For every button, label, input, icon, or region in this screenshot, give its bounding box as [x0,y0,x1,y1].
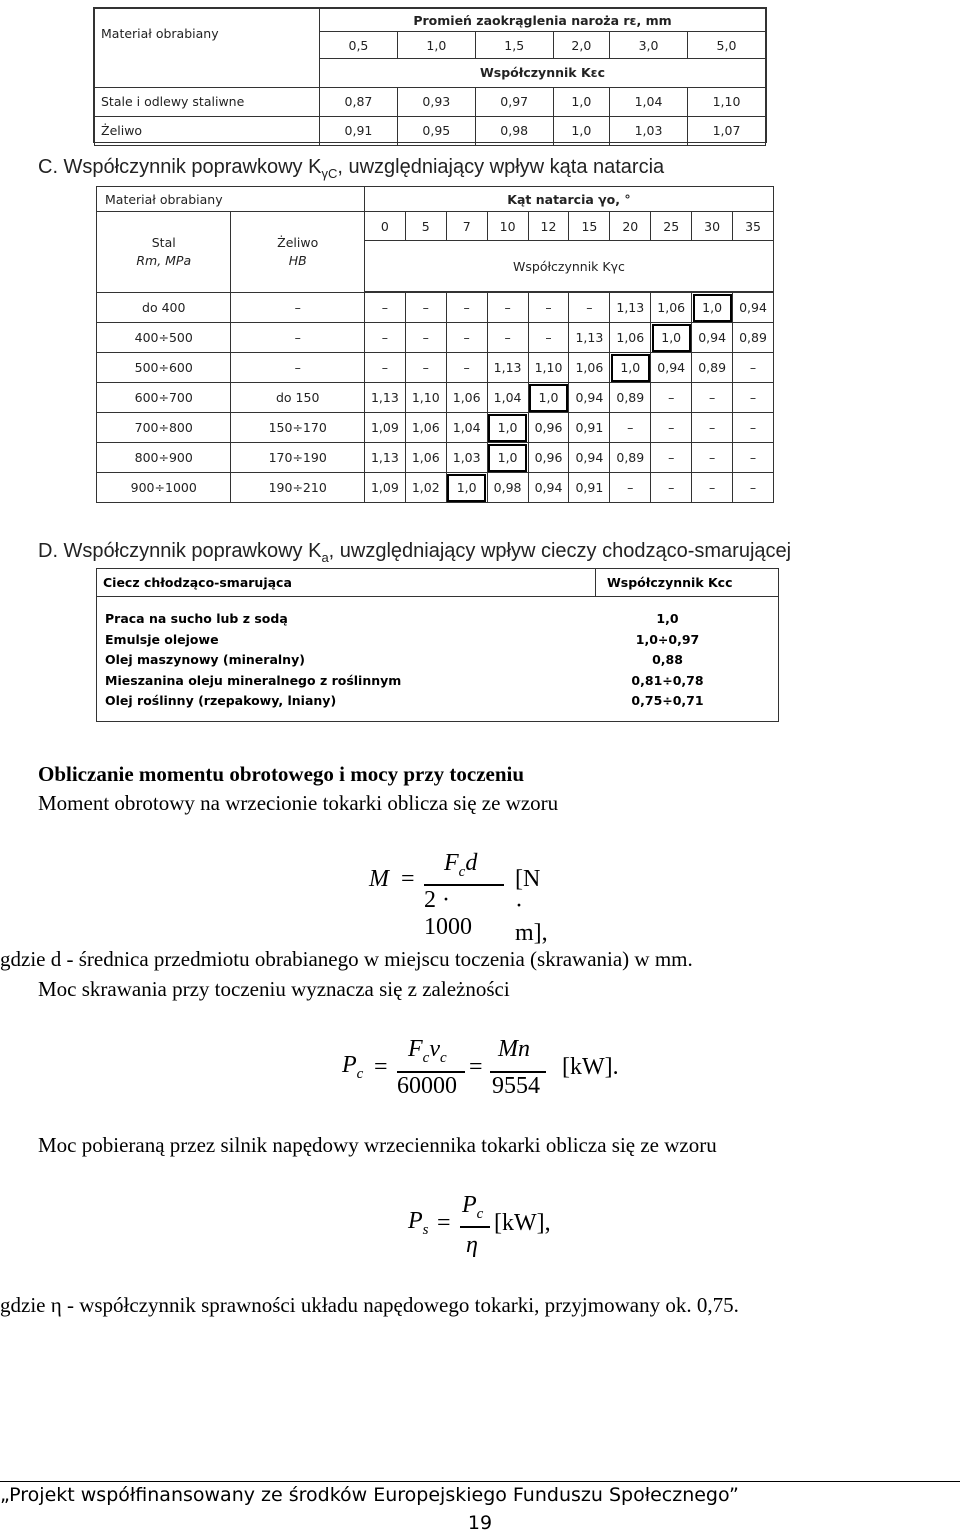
table-c-cell: – [651,413,692,443]
table-c-cell: – [405,323,446,353]
list-item [97,693,778,714]
table-c-cell: – [610,473,651,503]
table-c-cell: 1,0 [692,293,733,323]
table-c-steel: 800÷900 [97,443,231,473]
table-c-cell: – [692,443,733,473]
table-d-liquid: Praca na sucho lub z sodą [105,611,288,626]
table-c-cell: – [569,293,610,323]
table-c-cell: – [446,353,487,383]
table-c-cell: – [692,383,733,413]
table-a-cell: 1,0 [553,116,609,145]
table-c-cell: 0,94 [569,443,610,473]
section-d-caption: D. Współczynnik poprawkowy $K_a$, uwzględniający wpływ cieczy chodząco-smarującej [38,540,792,565]
table-c-cell: 1,04 [487,383,528,413]
section-c-caption: C. Współczynnik poprawkowy $K_{\gamma C}$, uwzględniający wpływ kąta natarcia [38,156,665,181]
table-rake-angle [96,186,774,495]
table-d-coef-header: Współczynnik Kcc [607,575,733,590]
table-c-iron: – [231,323,364,353]
table-c-iron: do 150 [231,383,364,413]
table-c-iron: – [231,353,364,383]
table-c-angle-value: 5 [405,212,446,241]
table-a-radius-value: 0,5 [320,32,398,59]
table-c-cell: 1,06 [651,293,692,323]
table-c-angle-value: 10 [487,212,528,241]
table-c-cell: – [364,293,405,323]
table-c-steel: 500÷600 [97,353,231,383]
paragraph-cutting-power: Moc skrawania przy toczeniu wyznacza się z zależności [38,977,510,1001]
table-row [97,383,774,413]
table-c-cell: – [487,323,528,353]
table-c-cell: 1,06 [569,353,610,383]
table-a-cell: 0,91 [320,116,398,145]
table-c-cell: 1,04 [446,413,487,443]
list-item [97,652,778,673]
table-c-cell: 0,94 [569,383,610,413]
table-c-cell: – [610,413,651,443]
table-a-radius-value: 1,0 [397,32,475,59]
page-number: 19 [467,1512,493,1534]
table-c-cell: 0,91 [569,473,610,503]
table-c-cell: – [651,383,692,413]
table-a-radius-value: 5,0 [687,32,765,59]
table-c-cell: – [733,443,774,473]
table-d-value: 0,88 [652,652,683,667]
table-c-cell: 1,0 [610,353,651,383]
table-c-cell: 1,13 [487,353,528,383]
table-c-cell: 0,94 [528,473,569,503]
table-d-value: 1,0 [656,611,679,626]
table-a-material: Żeliwo [95,116,320,145]
table-d-liquid-header: Ciecz chłodząco-smarująca [103,575,292,590]
list-item [97,673,778,694]
table-c-cell: 1,09 [364,413,405,443]
table-c-cell: 1,13 [364,443,405,473]
table-d-value: 0,75÷0,71 [631,693,704,708]
table-d-liquid: Mieszanina oleju mineralnego z roślinnym [105,672,402,688]
table-d-liquid: Olej maszynowy (mineralny) [105,652,305,667]
table-a-radius-value: 2,0 [553,32,609,59]
table-row [97,443,774,473]
table-c-cell: – [692,413,733,443]
table-c-iron: – [231,293,364,323]
table-c-cell: – [528,293,569,323]
table-c-cell: 1,06 [446,383,487,413]
table-c-cell: 1,10 [528,353,569,383]
table-corner-radius [93,7,767,143]
table-c-cell: – [364,353,405,383]
paragraph-motor-power: Moc pobieraną przez silnik napędowy wrzeciennika tokarki oblicza się ze wzoru [38,1133,717,1157]
table-c-cell: 1,13 [610,293,651,323]
table-c-cell: 1,02 [405,473,446,503]
table-c-iron: 150÷170 [231,413,364,443]
table-c-cell: 0,91 [569,413,610,443]
table-c-cell: – [446,293,487,323]
table-c-angle-value: 0 [364,212,405,241]
table-a-cell: 0,98 [475,116,553,145]
table-a-cell: 1,04 [610,87,688,116]
table-c-angle-value: 7 [446,212,487,241]
table-a-material-header: Materiał obrabiany [95,9,320,59]
table-c-angle-value: 12 [528,212,569,241]
table-c-cell: 0,98 [487,473,528,503]
table-a-cell: 1,07 [687,116,765,145]
table-c-cell: 0,94 [692,323,733,353]
table-c-cell: 0,89 [610,443,651,473]
table-a-radius-header: Promień zaokrąglenia naroża rε, mm [320,9,766,32]
table-c-cell: 1,06 [405,443,446,473]
paragraph-moment: Moment obrotowy na wrzecionie tokarki oblicza się ze wzoru [38,791,559,815]
table-a-material: Stale i odlewy staliwne [95,87,320,116]
table-c-steel-header: Stal Rm, MPa [97,212,231,293]
table-row [97,293,774,323]
table-c-steel: do 400 [97,293,231,323]
table-c-cell: 1,0 [446,473,487,503]
table-c-cell: – [651,443,692,473]
paragraph-diameter: gdzie d - średnica przedmiotu obrabianego w miejscu toczenia (skrawania) w mm. [0,947,693,971]
table-c-cell: 1,0 [528,383,569,413]
table-c-cell: 1,0 [487,413,528,443]
table-row [97,353,774,383]
list-item [97,632,778,653]
table-c-iron: 190÷210 [231,473,364,503]
table-coolant [96,568,779,722]
table-a-cell: 0,95 [397,116,475,145]
table-c-cell: 0,89 [733,323,774,353]
table-row [97,473,774,503]
table-a-cell: 1,0 [553,87,609,116]
section-heading: Obliczanie momentu obrotowego i mocy przy toczeniu [38,762,525,786]
table-c-cell: 0,89 [610,383,651,413]
table-c-cell: 1,13 [569,323,610,353]
table-c-cell: 1,13 [364,383,405,413]
table-a-cell: 0,97 [475,87,553,116]
table-c-coef-header: Współczynnik Kγc [364,241,773,292]
table-c-cell: – [405,353,446,383]
table-c-cell: – [651,473,692,503]
table-c-iron-header: Żeliwo HB [231,212,364,293]
table-c-cell: – [692,473,733,503]
table-c-cell: 1,09 [364,473,405,503]
table-a-radius-value: 3,0 [610,32,688,59]
table-d-value: 1,0÷0,97 [635,631,700,647]
table-c-material-header: Materiał obrabiany [97,187,365,212]
table-c-cell: – [446,323,487,353]
table-c-cell: – [528,323,569,353]
table-c-steel: 600÷700 [97,383,231,413]
paragraph-efficiency: gdzie η - współczynnik sprawności układu napędowego tokarki, przyjmowany ok. 0,75. [0,1293,739,1317]
list-item [97,611,778,632]
table-c-cell: 1,0 [651,323,692,353]
table-c-iron: 170÷190 [231,443,364,473]
table-c-cell: – [733,413,774,443]
table-c-cell: – [733,353,774,383]
table-c-angle-header: Kąt natarcia γo, ° [364,187,773,212]
table-c-cell: 0,96 [528,413,569,443]
table-c-cell: 1,06 [610,323,651,353]
table-c-cell: – [364,323,405,353]
footer-rule [0,1481,960,1482]
table-c-cell: 1,03 [446,443,487,473]
table-a-cell: 1,03 [610,116,688,145]
table-d-liquid: Olej roślinny (rzepakowy, lniany) [105,693,337,708]
table-a-radius-value: 1,5 [475,32,553,59]
table-c-steel: 900÷1000 [97,473,231,503]
table-c-cell: 0,96 [528,443,569,473]
table-c-angle-value: 35 [733,212,774,241]
table-c-cell: 0,94 [733,293,774,323]
table-c-cell: 0,89 [692,353,733,383]
table-c-angle-value: 20 [610,212,651,241]
table-c-cell: 1,0 [487,443,528,473]
table-c-cell: – [733,383,774,413]
table-row [97,413,774,443]
table-c-steel: 400÷500 [97,323,231,353]
table-c-cell: – [405,293,446,323]
table-d-liquid: Emulsje olejowe [105,631,219,647]
table-a-cell: 0,93 [397,87,475,116]
table-a-cell: 1,10 [687,87,765,116]
footer-text: „Projekt współfinansowany ze środków Europejskiego Funduszu Społecznego” [0,1484,739,1506]
table-c-angle-value: 25 [651,212,692,241]
table-d-value: 0,81÷0,78 [631,672,704,688]
table-c-cell: – [733,473,774,503]
table-c-cell: 0,94 [651,353,692,383]
table-c-angle-value: 30 [692,212,733,241]
table-c-cell: 1,10 [405,383,446,413]
table-a-coef-header: Współczynnik Kεc [320,59,766,88]
table-c-steel: 700÷800 [97,413,231,443]
table-c-cell: 1,06 [405,413,446,443]
table-c-cell: – [487,293,528,323]
table-row [97,323,774,353]
table-a-cell: 0,87 [320,87,398,116]
table-c-angle-value: 15 [569,212,610,241]
